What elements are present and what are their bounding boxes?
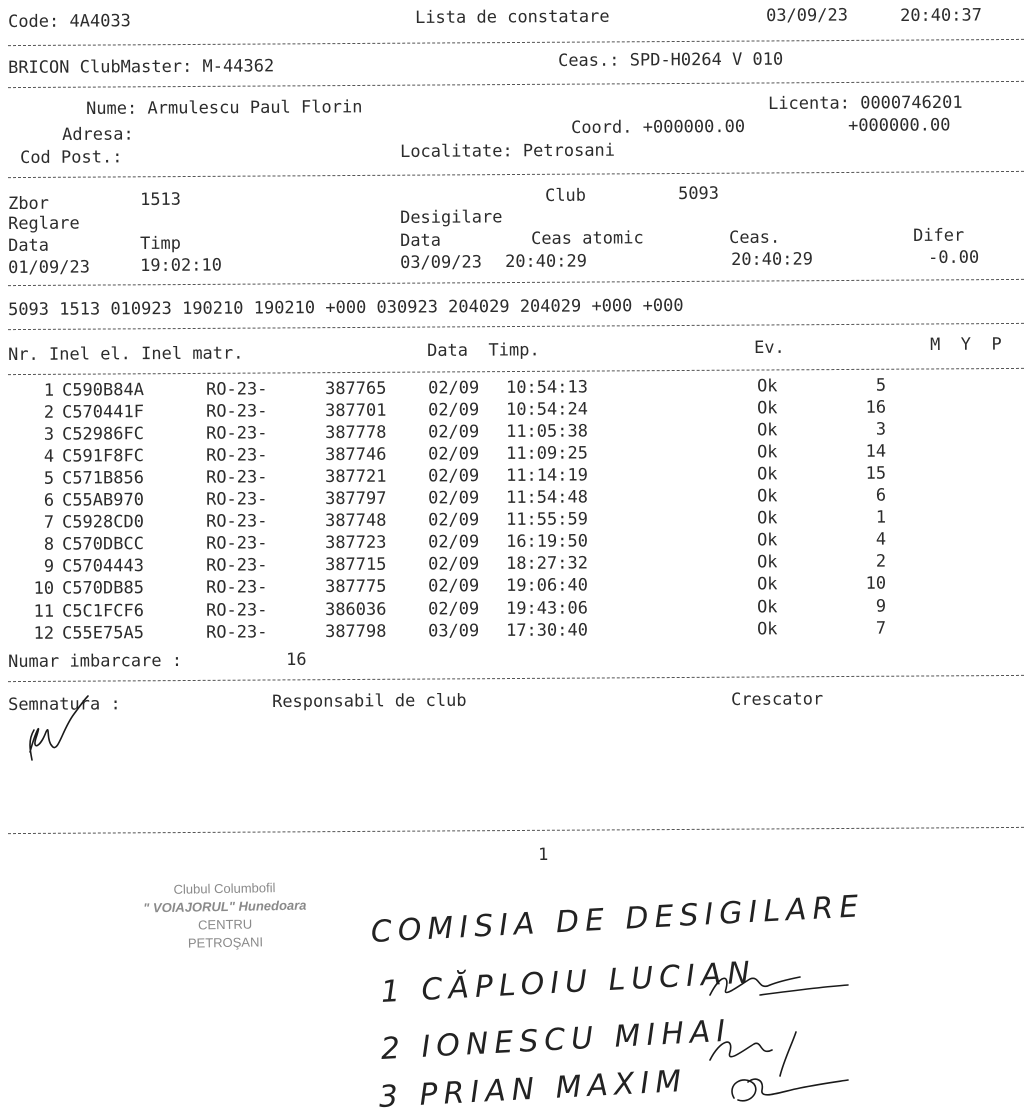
arrival-position: 5 [875, 375, 887, 396]
event-status: Ok [756, 420, 778, 441]
club-stamp [109, 878, 340, 954]
electronic-ring: C5C1FCF6 [61, 600, 145, 622]
arrival-time: 11:05:38 [505, 421, 589, 443]
arrival-time: 17:30:40 [505, 619, 589, 641]
difer-value: -0.00 [928, 247, 980, 268]
arrival-position: 1 [875, 507, 887, 528]
arrival-time: 11:55:59 [505, 509, 589, 531]
ring-number: 387797 [324, 488, 387, 510]
electronic-ring: C570441F [61, 402, 145, 423]
device-label: BRICON ClubMaster: M-44362 [8, 56, 275, 78]
event-status: Ok [756, 486, 778, 507]
timp-label: Timp [140, 233, 182, 254]
arrival-date: 02/09 [427, 444, 480, 465]
electronic-ring: C570DBCC [61, 534, 145, 555]
desigilare-atomic-time: 20:40:29 [505, 251, 588, 272]
ring-number: 387715 [324, 555, 387, 576]
breeder-label: Crescator [731, 689, 824, 710]
ring-number: 387798 [324, 621, 387, 642]
document-title: Lista de constatare [415, 6, 610, 28]
arrival-date: 03/09 [427, 620, 480, 641]
arrival-date: 02/09 [427, 576, 480, 597]
license-number: Licenta: 0000746201 [768, 92, 963, 114]
event-status: Ok [756, 508, 778, 529]
club-responsible-label: Responsabil de club [272, 690, 467, 712]
page-number: 1 [538, 844, 549, 865]
ring-prefix: RO-23- [205, 511, 268, 533]
arrival-position: 10 [865, 574, 887, 595]
commission-member-3: 3 PRIAN MAXIM [378, 1063, 689, 1115]
reglare-label: Reglare [8, 213, 80, 234]
arrival-time: 19:06:40 [505, 575, 589, 597]
row-number: 2 [43, 402, 55, 423]
arrival-date: 02/09 [427, 378, 480, 399]
event-status: Ok [756, 618, 778, 639]
arrival-position: 16 [865, 397, 887, 418]
ring-prefix: RO-23- [205, 445, 268, 466]
event-status: Ok [756, 464, 778, 485]
divider [8, 81, 1024, 88]
divider [8, 368, 1024, 375]
row-number: 11 [33, 601, 55, 622]
commission-title: COMISIA DE DESIGILARE [370, 889, 866, 950]
row-number: 1 [43, 380, 55, 401]
commission-member-2: 2 IONESCU MIHAI [380, 1013, 732, 1067]
electronic-ring: C570DB85 [61, 578, 145, 600]
column-header-myp: M Y P [930, 334, 1002, 355]
locality-label: Localitate: Petrosani [400, 140, 616, 162]
coordinates-label: Coord. +000000.00 [571, 116, 746, 138]
boarding-label: Numar imbarcare : [8, 650, 183, 672]
arrival-position: 14 [865, 441, 887, 462]
desigilare-clock-time: 20:40:29 [731, 249, 814, 270]
arrival-position: 4 [875, 529, 887, 550]
divider [8, 171, 1024, 178]
row-number: 4 [43, 446, 55, 467]
handwritten-signature [22, 690, 92, 770]
ring-prefix: RO-23- [205, 555, 268, 577]
row-number: 5 [43, 468, 55, 489]
electronic-ring: C5704443 [61, 556, 145, 578]
row-number: 7 [43, 512, 55, 534]
member-3-signature [720, 1070, 850, 1110]
electronic-ring: C55AB970 [61, 490, 145, 511]
ring-number: 386036 [324, 599, 387, 620]
event-status: Ok [756, 442, 778, 463]
arrival-position: 15 [865, 463, 887, 484]
divider [8, 323, 1024, 330]
divider [8, 279, 1024, 286]
desigilare-label: Desigilare [400, 207, 503, 228]
print-date: 03/09/23 [766, 5, 849, 26]
arrival-date: 02/09 [427, 488, 480, 509]
electronic-ring: C5928CD0 [61, 512, 145, 533]
ring-number: 387765 [324, 378, 387, 400]
arrival-position: 2 [875, 551, 887, 573]
ceas-label: Ceas. [729, 227, 781, 248]
boarding-count: 16 [286, 649, 307, 670]
arrival-time: 10:54:24 [505, 399, 589, 420]
electronic-ring: C55E75A5 [61, 622, 145, 644]
owner-name: Nume: Armulescu Paul Florin [86, 97, 363, 119]
row-number: 3 [43, 424, 55, 445]
arrival-time: 10:54:13 [505, 377, 589, 398]
data-label-2: Data [400, 230, 442, 251]
reglare-time: 19:02:10 [140, 255, 223, 276]
stamp-line-2: " VOIAJORUL" Hunedoara [143, 897, 307, 916]
electronic-ring: C52986FC [61, 424, 145, 445]
arrival-time: 18:27:32 [505, 553, 589, 575]
data-label: Data [8, 235, 50, 256]
divider [8, 675, 1024, 682]
arrival-date: 02/09 [427, 598, 480, 619]
event-status: Ok [756, 398, 778, 419]
column-header-date-time: Data Timp. [427, 340, 540, 361]
column-header-ring: Nr. Inel el. Inel matr. [8, 343, 244, 365]
club-label: Club [545, 185, 587, 206]
club-value: 5093 [678, 183, 720, 204]
clock-label: Ceas.: SPD-H0264 V 010 [558, 49, 784, 71]
arrival-time: 11:09:25 [505, 443, 589, 465]
row-number: 8 [43, 535, 55, 556]
stamp-line-1: Clubul Columbofil [173, 880, 276, 897]
ring-number: 387775 [324, 577, 387, 598]
code-label: Code: 4A4033 [8, 11, 131, 32]
coordinates-value: +000000.00 [848, 115, 951, 136]
code-line: 5093 1513 010923 190210 190210 +000 030923 204029 204029 +000 +000 [8, 295, 684, 320]
event-status: Ok [756, 376, 778, 397]
ring-number: 387723 [324, 532, 387, 554]
ring-prefix: RO-23- [205, 401, 268, 422]
ring-number: 387748 [324, 510, 387, 532]
event-status: Ok [756, 574, 778, 595]
divider [8, 39, 1024, 46]
ring-prefix: RO-23- [205, 379, 268, 400]
address-label: Adresa: [62, 124, 134, 145]
ring-prefix: RO-23- [205, 621, 268, 643]
difer-label: Difer [913, 225, 965, 246]
ring-number: 387721 [324, 466, 387, 488]
arrival-date: 02/09 [427, 554, 480, 575]
arrival-position: 6 [875, 485, 887, 506]
arrival-position: 9 [875, 596, 887, 617]
stamp-line-4: PETROŞANI [187, 934, 264, 951]
ring-prefix: RO-23- [205, 423, 268, 444]
ring-prefix: RO-23- [205, 599, 268, 621]
column-header-ev: Ev. [754, 337, 785, 358]
arrival-time: 16:19:50 [505, 531, 589, 553]
arrival-position: 7 [875, 618, 887, 639]
electronic-ring: C590B84A [61, 380, 145, 401]
stamp-line-3: CENTRU [197, 916, 253, 933]
arrival-date: 02/09 [427, 510, 480, 531]
arrival-time: 11:14:19 [505, 465, 589, 487]
ring-number: 387701 [324, 400, 387, 422]
row-number: 9 [43, 557, 55, 578]
arrival-time: 11:54:48 [505, 487, 589, 509]
arrival-date: 02/09 [427, 466, 480, 487]
zbor-value: 1513 [140, 189, 182, 210]
postcode-label: Cod Post.: [20, 147, 123, 168]
ceas-atomic-label: Ceas atomic [531, 228, 644, 249]
arrival-date: 02/09 [427, 422, 480, 443]
event-status: Ok [756, 552, 778, 573]
ring-number: 387746 [324, 444, 387, 466]
ring-prefix: RO-23- [205, 533, 268, 555]
desigilare-date: 03/09/23 [400, 252, 483, 273]
row-number: 10 [33, 579, 55, 600]
commission-member-1: 1 CĂPLOIU LUCIAN [380, 955, 757, 1010]
signature-label: Semnatura : [8, 694, 121, 715]
ring-prefix: RO-23- [205, 489, 268, 510]
event-status: Ok [756, 530, 778, 551]
ring-number: 387778 [324, 422, 387, 444]
ring-prefix: RO-23- [205, 467, 268, 488]
arrival-date: 02/09 [427, 532, 480, 553]
zbor-label: Zbor [8, 193, 50, 214]
divider [8, 827, 1024, 834]
row-number: 12 [33, 623, 55, 644]
arrival-position: 3 [875, 419, 887, 440]
row-number: 6 [43, 490, 55, 511]
print-time: 20:40:37 [900, 5, 983, 26]
arrival-time: 19:43:06 [505, 597, 589, 619]
electronic-ring: C571B856 [61, 468, 145, 489]
member-1-signature [700, 965, 850, 1005]
reglare-date: 01/09/23 [8, 257, 91, 278]
ring-prefix: RO-23- [205, 577, 268, 599]
event-status: Ok [756, 596, 778, 617]
electronic-ring: C591F8FC [61, 446, 145, 467]
arrival-date: 02/09 [427, 400, 480, 421]
